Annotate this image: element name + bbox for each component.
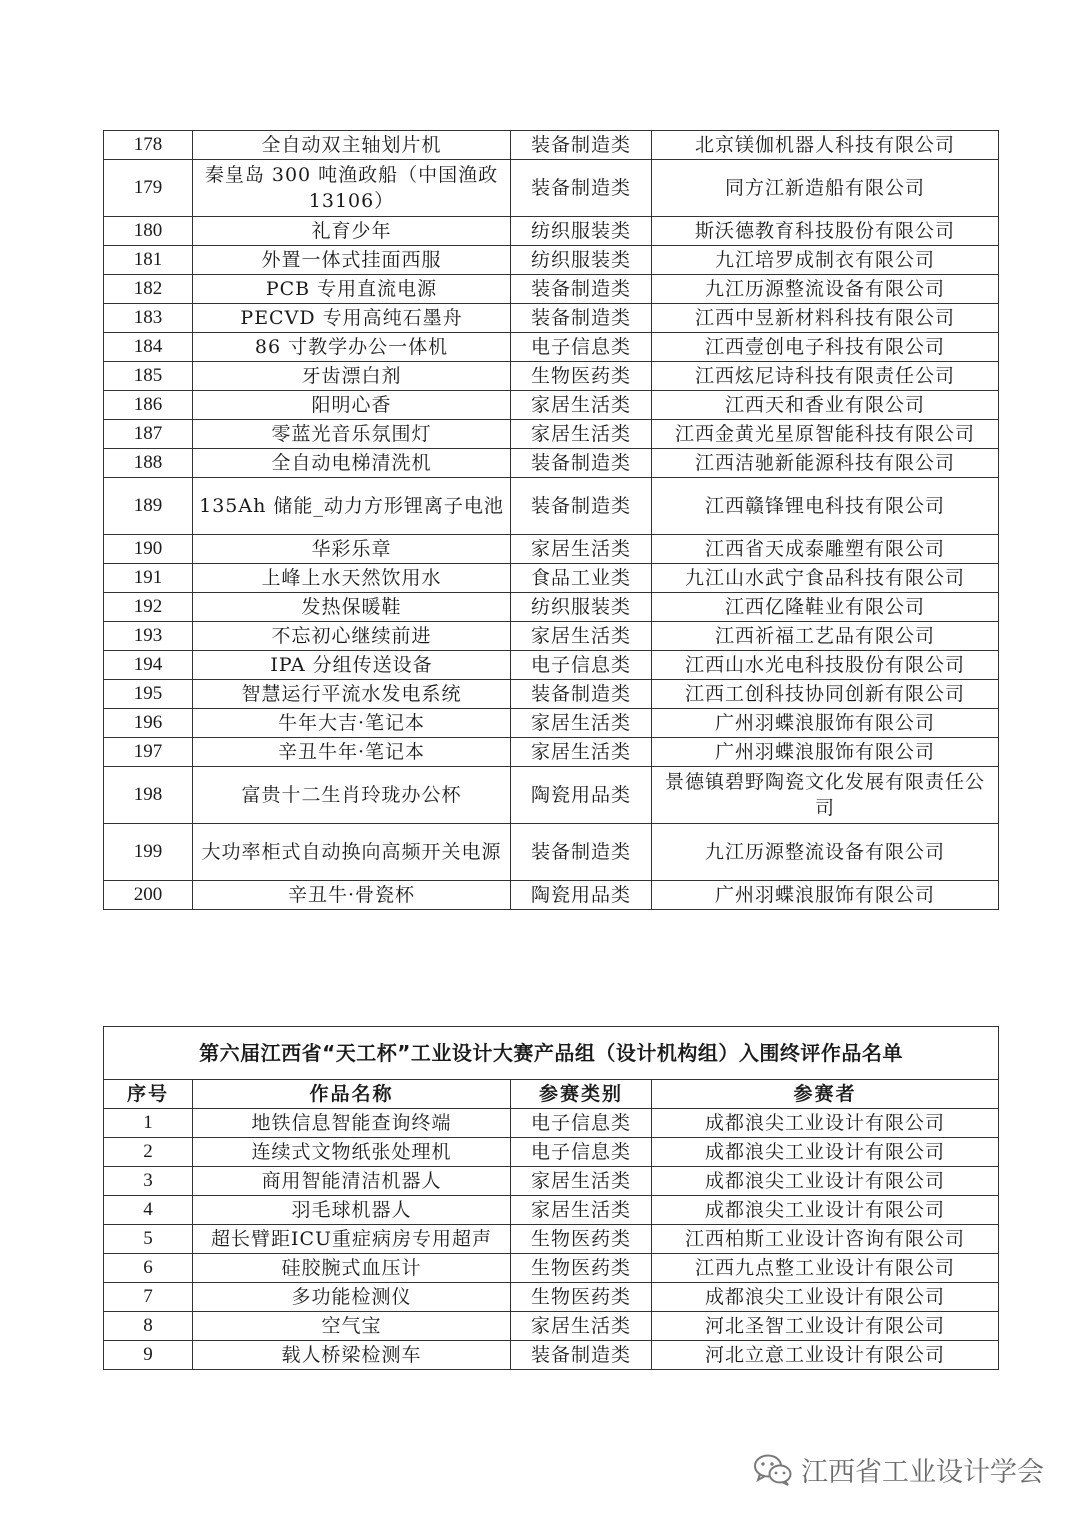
table-row	[104, 709, 999, 738]
cell-no: 192	[104, 593, 193, 622]
cell-no: 3	[104, 1167, 193, 1196]
cell-category: 电子信息类	[511, 1138, 652, 1167]
cell-name: 商用智能清洁机器人	[193, 1167, 511, 1196]
table-row	[104, 622, 999, 651]
cell-name: PCB 专用直流电源	[193, 275, 511, 304]
cell-name: 86 寸教学办公一体机	[193, 333, 511, 362]
table-row	[104, 160, 999, 217]
cell-no: 197	[104, 738, 193, 767]
cell-category: 家居生活类	[511, 535, 652, 564]
cell-entrant: 景德镇碧野陶瓷文化发展有限责任公司	[652, 767, 999, 824]
table-row	[104, 824, 999, 881]
cell-name: 富贵十二生肖玲珑办公杯	[193, 767, 511, 824]
cell-no: 8	[104, 1312, 193, 1341]
cell-category: 电子信息类	[511, 333, 652, 362]
cell-name: 135Ah 储能_动力方形锂离子电池	[193, 478, 511, 535]
table-row	[104, 362, 999, 391]
table-row	[104, 275, 999, 304]
cell-name: 地铁信息智能查询终端	[193, 1109, 511, 1138]
cell-no: 5	[104, 1225, 193, 1254]
table-row	[104, 1196, 999, 1225]
cell-no: 181	[104, 246, 193, 275]
cell-entrant: 斯沃德教育科技股份有限公司	[652, 217, 999, 246]
table-row	[104, 767, 999, 824]
cell-entrant: 江西金黄光星原智能科技有限公司	[652, 420, 999, 449]
cell-name: 发热保暖鞋	[193, 593, 511, 622]
cell-entrant: 江西赣锋锂电科技有限公司	[652, 478, 999, 535]
cell-no: 184	[104, 333, 193, 362]
cell-name: 华彩乐章	[193, 535, 511, 564]
table-row	[104, 651, 999, 680]
cell-category: 装备制造类	[511, 1341, 652, 1370]
cell-entrant: 同方江新造船有限公司	[652, 160, 999, 217]
table-row	[104, 1109, 999, 1138]
cell-no: 199	[104, 824, 193, 881]
cell-no: 4	[104, 1196, 193, 1225]
cell-category: 纺织服装类	[511, 246, 652, 275]
cell-no: 198	[104, 767, 193, 824]
cell-category: 生物医药类	[511, 1254, 652, 1283]
table-row	[104, 564, 999, 593]
cell-entrant: 广州羽蝶浪服饰有限公司	[652, 709, 999, 738]
cell-category: 装备制造类	[511, 275, 652, 304]
cell-name: 连续式文物纸张处理机	[193, 1138, 511, 1167]
cell-category: 家居生活类	[511, 709, 652, 738]
table-row	[104, 304, 999, 333]
table-row	[104, 881, 999, 910]
cell-no: 189	[104, 478, 193, 535]
cell-no: 185	[104, 362, 193, 391]
cell-entrant: 成都浪尖工业设计有限公司	[652, 1196, 999, 1225]
cell-entrant: 九江山水武宁食品科技有限公司	[652, 564, 999, 593]
table-row	[104, 1312, 999, 1341]
cell-entrant: 江西壹创电子科技有限公司	[652, 333, 999, 362]
cell-no: 179	[104, 160, 193, 217]
cell-no: 195	[104, 680, 193, 709]
design-agency-finalist-table	[103, 1026, 999, 1370]
cell-entrant: 江西山水光电科技股份有限公司	[652, 651, 999, 680]
cell-name: 牙齿漂白剂	[193, 362, 511, 391]
cell-entrant: 江西工创科技协同创新有限公司	[652, 680, 999, 709]
cell-category: 纺织服装类	[511, 217, 652, 246]
cell-no: 182	[104, 275, 193, 304]
cell-no: 193	[104, 622, 193, 651]
cell-no: 7	[104, 1283, 193, 1312]
table-row	[104, 449, 999, 478]
cell-entrant: 江西祈福工艺品有限公司	[652, 622, 999, 651]
table-row	[104, 246, 999, 275]
cell-name: 不忘初心继续前进	[193, 622, 511, 651]
cell-entrant: 九江培罗成制衣有限公司	[652, 246, 999, 275]
cell-name: 牛年大吉·笔记本	[193, 709, 511, 738]
header-entrant: 参赛者	[652, 1080, 999, 1109]
cell-no: 178	[104, 131, 193, 160]
header-no: 序号	[104, 1080, 193, 1109]
cell-category: 生物医药类	[511, 362, 652, 391]
cell-entrant: 江西洁驰新能源科技有限公司	[652, 449, 999, 478]
cell-category: 电子信息类	[511, 651, 652, 680]
cell-no: 1	[104, 1109, 193, 1138]
cell-category: 装备制造类	[511, 824, 652, 881]
cell-category: 装备制造类	[511, 304, 652, 333]
cell-category: 生物医药类	[511, 1283, 652, 1312]
table-row	[104, 1283, 999, 1312]
table-row	[104, 593, 999, 622]
cell-no: 2	[104, 1138, 193, 1167]
cell-entrant: 成都浪尖工业设计有限公司	[652, 1109, 999, 1138]
cell-entrant: 九江历源整流设备有限公司	[652, 824, 999, 881]
cell-name: 空气宝	[193, 1312, 511, 1341]
cell-category: 食品工业类	[511, 564, 652, 593]
cell-name: 超长臂距ICU重症病房专用超声	[193, 1225, 511, 1254]
cell-category: 家居生活类	[511, 420, 652, 449]
header-name: 作品名称	[193, 1080, 511, 1109]
cell-entrant: 江西炫尼诗科技有限责任公司	[652, 362, 999, 391]
cell-category: 装备制造类	[511, 160, 652, 217]
cell-category: 装备制造类	[511, 478, 652, 535]
table-row	[104, 1341, 999, 1370]
cell-no: 9	[104, 1341, 193, 1370]
cell-name: 上峰上水天然饮用水	[193, 564, 511, 593]
table-row	[104, 391, 999, 420]
cell-no: 190	[104, 535, 193, 564]
cell-name: 阳明心香	[193, 391, 511, 420]
cell-no: 188	[104, 449, 193, 478]
cell-category: 装备制造类	[511, 131, 652, 160]
cell-entrant: 河北圣智工业设计有限公司	[652, 1312, 999, 1341]
cell-entrant: 河北立意工业设计有限公司	[652, 1341, 999, 1370]
cell-no: 196	[104, 709, 193, 738]
cell-no: 180	[104, 217, 193, 246]
cell-no: 183	[104, 304, 193, 333]
cell-category: 家居生活类	[511, 622, 652, 651]
table-row	[104, 1254, 999, 1283]
cell-category: 家居生活类	[511, 391, 652, 420]
cell-entrant: 广州羽蝶浪服饰有限公司	[652, 881, 999, 910]
table-row	[104, 420, 999, 449]
cell-name: 大功率柜式自动换向高频开关电源	[193, 824, 511, 881]
cell-category: 装备制造类	[511, 680, 652, 709]
cell-category: 纺织服装类	[511, 593, 652, 622]
cell-entrant: 江西柏斯工业设计咨询有限公司	[652, 1225, 999, 1254]
cell-category: 陶瓷用品类	[511, 767, 652, 824]
table-row	[104, 1167, 999, 1196]
cell-name: 羽毛球机器人	[193, 1196, 511, 1225]
table-row	[104, 1138, 999, 1167]
cell-no: 186	[104, 391, 193, 420]
cell-entrant: 成都浪尖工业设计有限公司	[652, 1167, 999, 1196]
cell-category: 电子信息类	[511, 1109, 652, 1138]
cell-name: 载人桥梁检测车	[193, 1341, 511, 1370]
watermark	[753, 1450, 1044, 1489]
cell-name: IPA 分组传送设备	[193, 651, 511, 680]
cell-name: 辛丑牛·骨瓷杯	[193, 881, 511, 910]
cell-entrant: 广州羽蝶浪服饰有限公司	[652, 738, 999, 767]
cell-name: 秦皇岛 300 吨渔政船（中国渔政 13106）	[193, 160, 511, 217]
cell-entrant: 江西省天成泰雕塑有限公司	[652, 535, 999, 564]
table-row	[104, 1225, 999, 1254]
table-row	[104, 333, 999, 362]
cell-name: PECVD 专用高纯石墨舟	[193, 304, 511, 333]
cell-entrant: 江西中昱新材料科技有限公司	[652, 304, 999, 333]
cell-name: 硅胶腕式血压计	[193, 1254, 511, 1283]
cell-entrant: 成都浪尖工业设计有限公司	[652, 1283, 999, 1312]
table-row	[104, 131, 999, 160]
cell-name: 零蓝光音乐氛围灯	[193, 420, 511, 449]
watermark-text: 江西省工业设计学会	[801, 1457, 1044, 1488]
cell-entrant: 江西九点整工业设计有限公司	[652, 1254, 999, 1283]
cell-category: 家居生活类	[511, 1196, 652, 1225]
cell-entrant: 江西亿隆鞋业有限公司	[652, 593, 999, 622]
cell-no: 200	[104, 881, 193, 910]
table-header-row	[104, 1080, 999, 1109]
cell-name: 智慧运行平流水发电系统	[193, 680, 511, 709]
cell-no: 194	[104, 651, 193, 680]
cell-category: 家居生活类	[511, 1312, 652, 1341]
table-row	[104, 680, 999, 709]
cell-name: 全自动电梯清洗机	[193, 449, 511, 478]
cell-category: 生物医药类	[511, 1225, 652, 1254]
cell-no: 191	[104, 564, 193, 593]
table-row	[104, 535, 999, 564]
cell-name: 外置一体式挂面西服	[193, 246, 511, 275]
finalist-table-continued	[103, 130, 999, 910]
cell-no: 187	[104, 420, 193, 449]
cell-no: 6	[104, 1254, 193, 1283]
cell-name: 多功能检测仪	[193, 1283, 511, 1312]
table-row	[104, 478, 999, 535]
cell-name: 辛丑牛年·笔记本	[193, 738, 511, 767]
header-category: 参赛类别	[511, 1080, 652, 1109]
cell-entrant: 成都浪尖工业设计有限公司	[652, 1138, 999, 1167]
table-title: 第六届江西省“天工杯”工业设计大赛产品组（设计机构组）入围终评作品名单	[104, 1027, 999, 1080]
table-row	[104, 217, 999, 246]
cell-category: 家居生活类	[511, 1167, 652, 1196]
cell-entrant: 九江历源整流设备有限公司	[652, 275, 999, 304]
wechat-icon	[753, 1453, 793, 1487]
cell-entrant: 江西天和香业有限公司	[652, 391, 999, 420]
cell-category: 家居生活类	[511, 738, 652, 767]
table-row	[104, 738, 999, 767]
cell-name: 全自动双主轴划片机	[193, 131, 511, 160]
cell-name: 礼育少年	[193, 217, 511, 246]
cell-category: 陶瓷用品类	[511, 881, 652, 910]
cell-entrant: 北京镁伽机器人科技有限公司	[652, 131, 999, 160]
cell-category: 装备制造类	[511, 449, 652, 478]
